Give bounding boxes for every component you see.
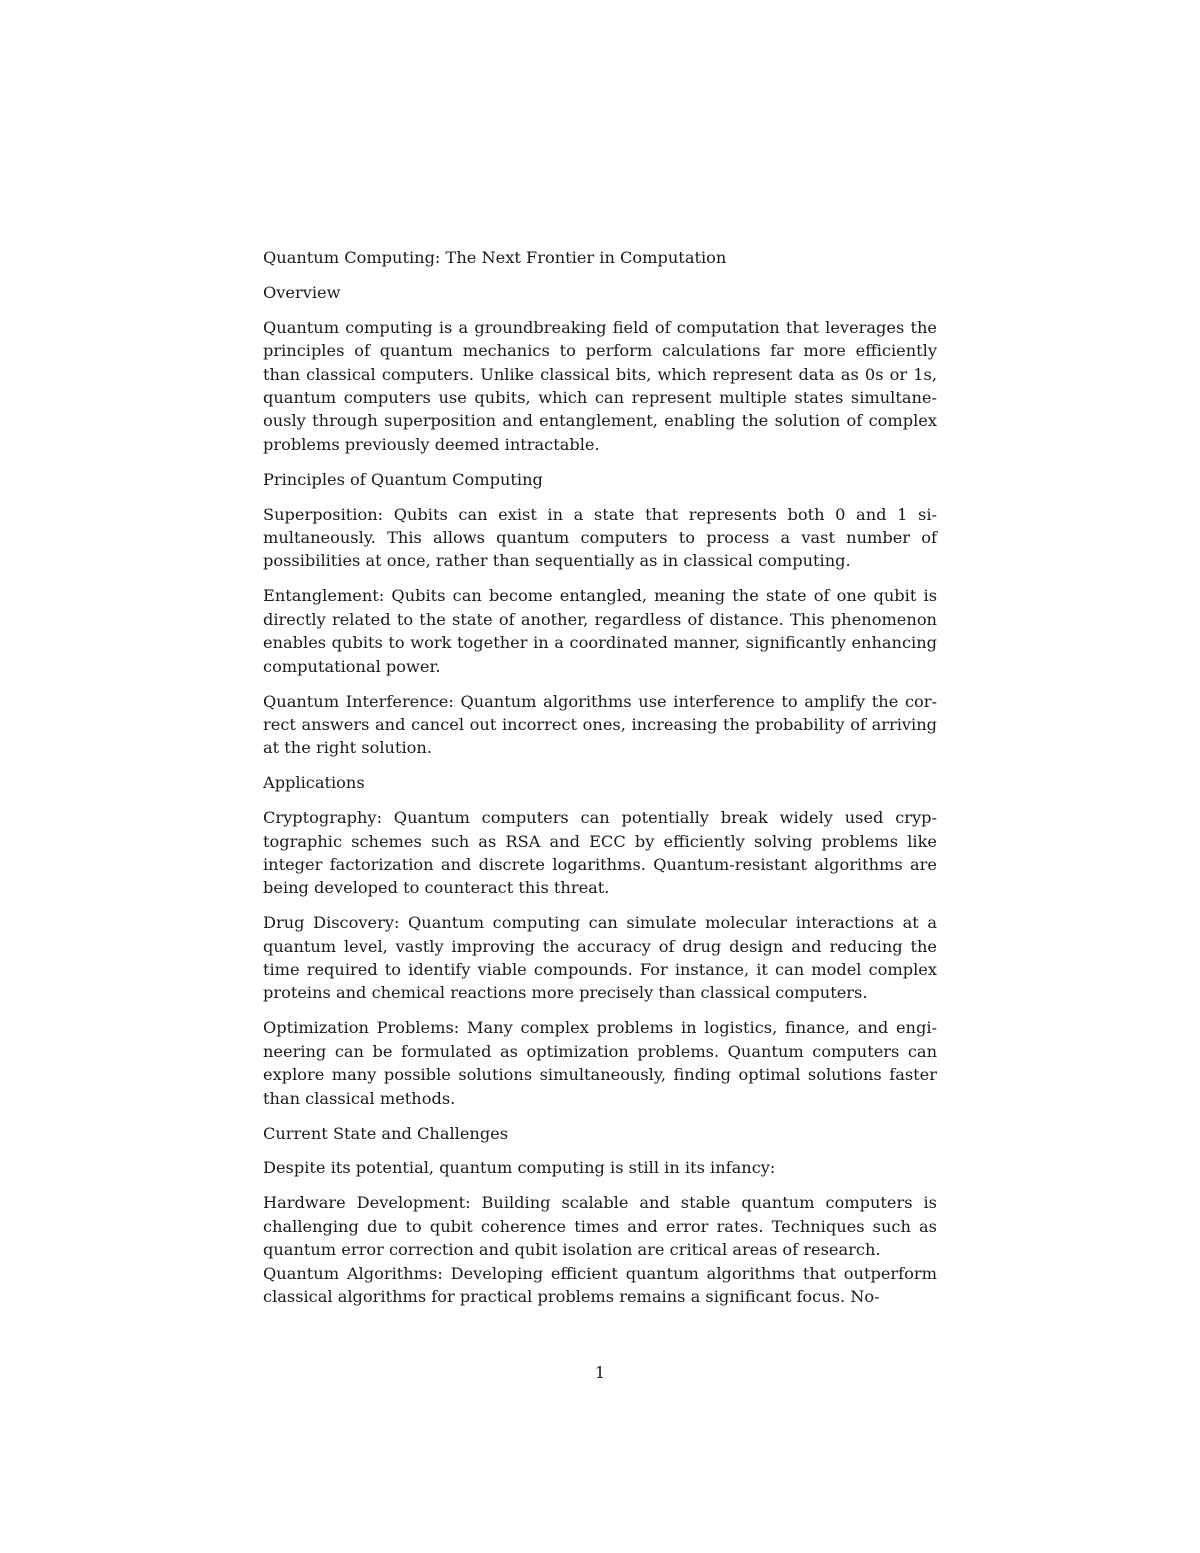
paragraph-interference: Quantum Interference: Quantum algorithms use interference to amplify the correct answers and cancel out incorrect ones, increasing the probability of arriving at the right solution. (263, 691, 937, 758)
paragraph-hardware: Hardware Development: Building scalable and stable quantum computers is challenging due to qubit coherence times and error rates. Techniques such as quantum error correction and qubit isolation are critical areas of research. (263, 1193, 937, 1260)
section-heading-overview: Overview (263, 282, 341, 302)
paragraph-challenges-intro: Despite its potential, quantum computing is still in its infancy: (263, 1158, 776, 1178)
paragraph-superposition: Superposition: Qubits can exist in a state that represents both 0 and 1 simultaneously. This allows quantum computers to process a vast number of possibilities at once, rather than sequentially as in classical computing. (263, 504, 937, 571)
paragraph-algorithms: Quantum Algorithms: Developing efficient quantum algorithms that outperform classical algorithms for practical problems remains a significant focus. No- (263, 1263, 937, 1306)
paragraph-optimization: Optimization Problems: Many complex problems in logistics, finance, and engineering can be formulated as optimization problems. Quantum computers can explore many possible solutions simultaneously, finding optimal solutions faster than classical methods. (263, 1018, 937, 1108)
paragraph-drug-discovery: Drug Discovery: Quantum computing can simulate molecular interactions at a quantum level, vastly improving the accuracy of drug design and reducing the time required to identify viable compounds. For instance, it can model complex proteins and chemical reactions more precisely than classical computers. (263, 913, 937, 1003)
paragraph-entanglement: Entanglement: Qubits can become entangled, meaning the state of one qubit is directly related to the state of another, regardless of distance. This phenomenon enables qubits to work together in a coordinated manner, significantly enhancing computational power. (263, 586, 937, 676)
document-body (263, 246, 937, 1320)
paragraph-cryptography: Cryptography: Quantum computers can potentially break widely used cryptographic schemes such as RSA and ECC by efficiently solving problems like integer factorization and discrete logarithms. Quantum-resistant algorithms are being developed to counteract this threat. (263, 808, 937, 898)
page-number: 1 (594, 1363, 606, 1382)
paragraph-overview: Quantum computing is a groundbreaking field of computation that leverages the principles of quantum mechanics to perform calculations far more efficiently than classical computers. Unlike classical bits, which represent data as 0s or 1s, quantum computers use qubits, which can represent multiple states simultaneously through superposition and entanglement, enabling the solution of complex problems previously deemed intractable. (263, 317, 937, 454)
section-heading-applications: Applications (263, 773, 365, 793)
section-heading-principles: Principles of Quantum Computing (263, 469, 543, 489)
section-heading-challenges: Current State and Challenges (263, 1123, 509, 1143)
document-title: Quantum Computing: The Next Frontier in Computation (263, 248, 727, 267)
